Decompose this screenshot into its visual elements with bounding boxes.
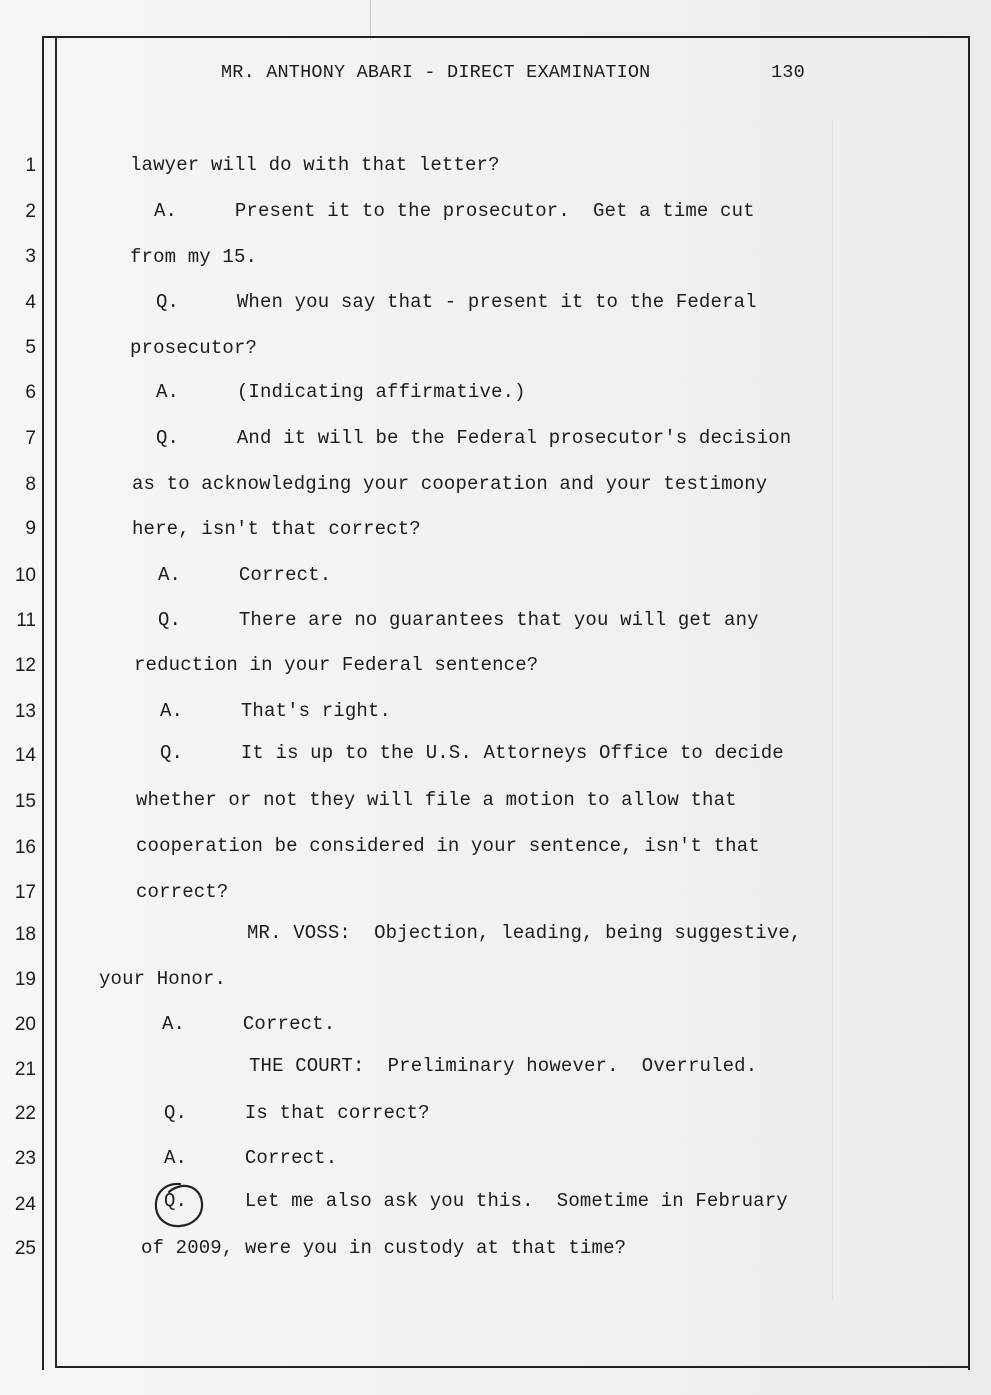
transcript-line: A. Correct. <box>158 564 332 586</box>
transcript-line: A. Correct. <box>162 1013 336 1035</box>
transcript-line: Q. It is up to the U.S. Attorneys Office to decide <box>160 742 784 764</box>
line-number: 7 <box>25 428 36 449</box>
transcript-line: A. That's right. <box>160 700 392 722</box>
line-number: 11 <box>16 610 36 631</box>
transcript-line: prosecutor? <box>130 337 258 359</box>
line-number: 20 <box>14 1014 36 1035</box>
line-number: 24 <box>14 1194 36 1215</box>
line-number: 17 <box>14 882 36 903</box>
line-number: 23 <box>14 1148 36 1169</box>
transcript-line: Q. There are no guarantees that you will get any <box>158 609 759 631</box>
transcript-line: A. Present it to the prosecutor. Get a time cut <box>154 200 755 222</box>
line-number: 22 <box>14 1103 36 1124</box>
transcript-line: Q. Let me also ask you this. Sometime in February <box>164 1190 788 1212</box>
line-number-rule <box>55 38 57 1368</box>
transcript-line: THE COURT: Preliminary however. Overruled. <box>249 1055 758 1077</box>
transcript-line: whether or not they will file a motion to allow that <box>136 789 737 811</box>
transcript-line: A. (Indicating affirmative.) <box>156 381 526 403</box>
line-number: 10 <box>14 565 36 586</box>
transcript-line: of 2009, were you in custody at that time? <box>141 1237 627 1259</box>
transcript-frame-bottom <box>55 1366 968 1368</box>
transcript-line: reduction in your Federal sentence? <box>134 654 539 676</box>
page-title: MR. ANTHONY ABARI - DIRECT EXAMINATION <box>221 62 651 83</box>
line-number: 2 <box>25 201 36 222</box>
transcript-line: Q. Is that correct? <box>164 1102 430 1124</box>
line-number: 9 <box>25 518 36 539</box>
line-number: 15 <box>14 791 36 812</box>
transcript-line: correct? <box>136 881 229 903</box>
line-number: 8 <box>25 474 36 495</box>
line-number: 4 <box>25 292 36 313</box>
line-number: 1 <box>25 155 36 176</box>
line-number: 19 <box>14 969 36 990</box>
transcript-line: MR. VOSS: Objection, leading, being suggestive, <box>247 922 802 944</box>
line-number: 25 <box>14 1238 36 1259</box>
transcript-line: Q. And it will be the Federal prosecutor's decision <box>156 427 792 449</box>
transcript-line: lawyer will do with that letter? <box>130 154 500 176</box>
line-number: 18 <box>14 924 36 945</box>
transcript-line: as to acknowledging your cooperation and your testimony <box>132 473 768 495</box>
transcript-line: A. Correct. <box>164 1147 338 1169</box>
line-number: 3 <box>25 246 36 267</box>
line-number: 5 <box>25 337 36 358</box>
transcript-line: Q. When you say that - present it to the Federal <box>156 291 757 313</box>
bleed-through-rule <box>370 0 371 40</box>
line-number: 12 <box>14 655 36 676</box>
page-number: 130 <box>771 62 805 83</box>
transcript-line: from my 15. <box>130 246 258 268</box>
line-number: 6 <box>25 382 36 403</box>
line-number: 14 <box>14 745 36 766</box>
handwritten-circle-mark <box>152 1180 208 1230</box>
transcript-line: your Honor. <box>99 968 227 990</box>
line-number: 16 <box>14 837 36 858</box>
transcript-line: cooperation be considered in your sentence, isn't that <box>136 835 760 857</box>
line-number: 21 <box>14 1059 36 1080</box>
page-header <box>0 62 805 125</box>
transcript-line: here, isn't that correct? <box>132 518 421 540</box>
line-number: 13 <box>14 701 36 722</box>
